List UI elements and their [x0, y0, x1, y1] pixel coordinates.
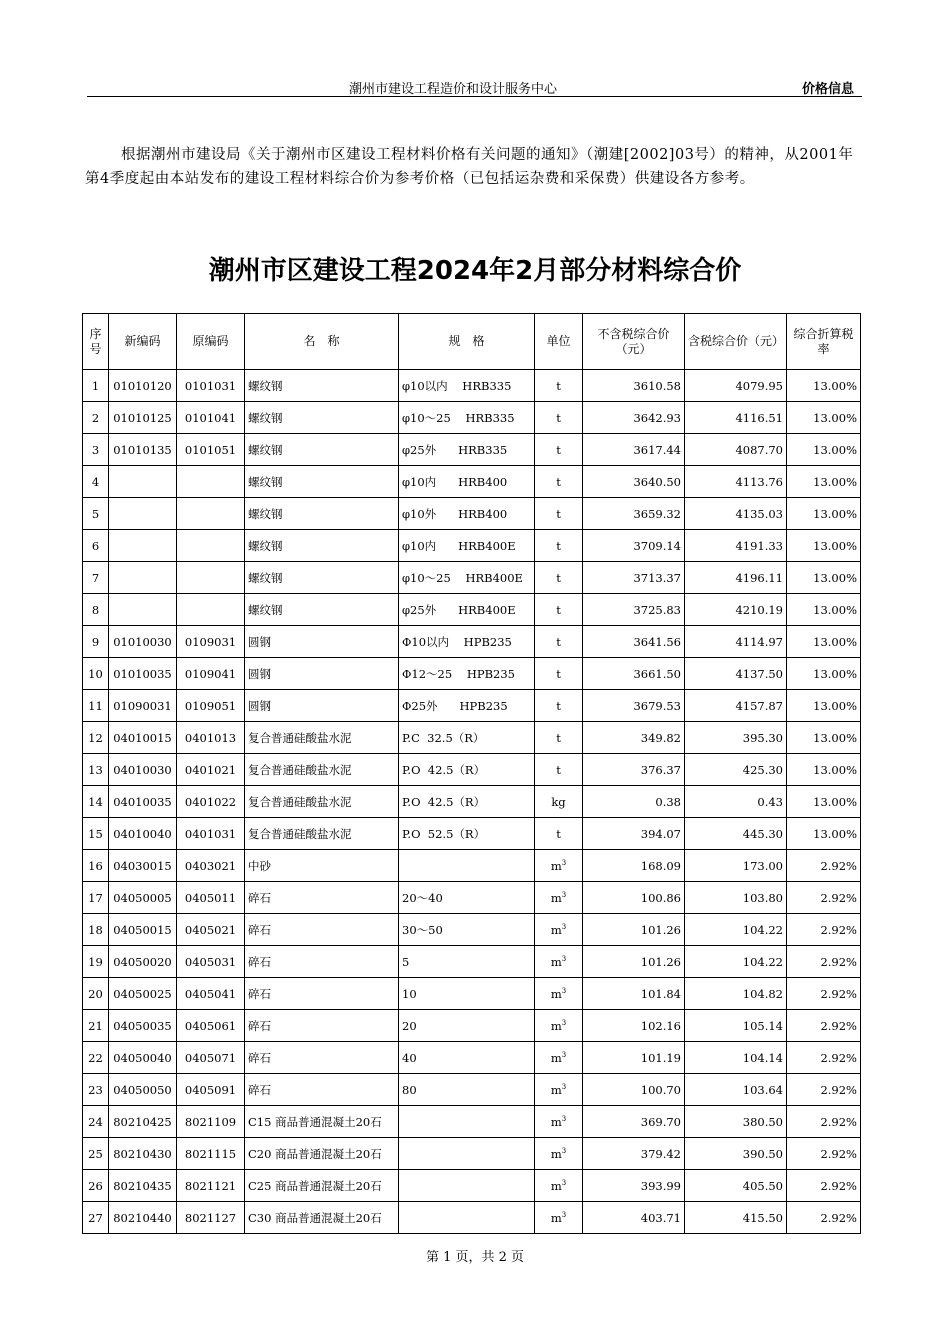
- material-name-cell: 螺纹钢: [245, 434, 399, 466]
- specification-cell: [399, 1202, 535, 1234]
- price-excl-tax-cell: 3641.56: [583, 626, 685, 658]
- row-index-cell: 3: [83, 434, 109, 466]
- table-row: [83, 818, 861, 850]
- table-row: [83, 434, 861, 466]
- table-row: [83, 754, 861, 786]
- material-name-cell: 圆钢: [245, 690, 399, 722]
- row-index-cell: 24: [83, 1106, 109, 1138]
- table-row: [83, 786, 861, 818]
- tax-rate-cell: 13.00%: [787, 466, 861, 498]
- unit-cell: $m^3$: [535, 1042, 583, 1074]
- specification-cell: [399, 1106, 535, 1138]
- price-excl-tax-cell: 3661.50: [583, 658, 685, 690]
- old-code-cell: [177, 498, 245, 530]
- col-index-header: 序号: [83, 314, 109, 370]
- specification-cell: 10: [399, 978, 535, 1010]
- col-price-excl-tax-header: 不含税综合价（元）: [583, 314, 685, 370]
- row-index-cell: 14: [83, 786, 109, 818]
- material-name-cell: C30 商品普通混凝土20石: [245, 1202, 399, 1234]
- table-row: [83, 722, 861, 754]
- tax-rate-cell: 2.92%: [787, 1106, 861, 1138]
- old-code-cell: [177, 562, 245, 594]
- tax-rate-cell: 2.92%: [787, 1170, 861, 1202]
- material-name-cell: 螺纹钢: [245, 562, 399, 594]
- new-code-cell: 04050040: [109, 1042, 177, 1074]
- price-incl-tax-cell: 425.30: [685, 754, 787, 786]
- price-incl-tax-cell: 4113.76: [685, 466, 787, 498]
- price-excl-tax-cell: 3725.83: [583, 594, 685, 626]
- price-excl-tax-cell: 101.84: [583, 978, 685, 1010]
- table-row: [83, 594, 861, 626]
- price-incl-tax-cell: 0.43: [685, 786, 787, 818]
- row-index-cell: 13: [83, 754, 109, 786]
- price-incl-tax-cell: 390.50: [685, 1138, 787, 1170]
- row-index-cell: 26: [83, 1170, 109, 1202]
- specification-cell: φ10以内 HRB335: [399, 370, 535, 402]
- new-code-cell: 04010035: [109, 786, 177, 818]
- header-organization: 潮州市建设工程造价和设计服务中心: [349, 82, 558, 97]
- material-name-cell: 螺纹钢: [245, 530, 399, 562]
- material-name-cell: 螺纹钢: [245, 466, 399, 498]
- specification-cell: 40: [399, 1042, 535, 1074]
- price-excl-tax-cell: 349.82: [583, 722, 685, 754]
- specification-cell: P.O 42.5（R）: [399, 786, 535, 818]
- material-name-cell: C15 商品普通混凝土20石: [245, 1106, 399, 1138]
- material-name-cell: 螺纹钢: [245, 370, 399, 402]
- old-code-cell: 8021109: [177, 1106, 245, 1138]
- specification-cell: P.C 32.5（R）: [399, 722, 535, 754]
- col-new-code-header: 新编码: [109, 314, 177, 370]
- tax-rate-cell: 13.00%: [787, 658, 861, 690]
- unit-cell: $m^3$: [535, 1074, 583, 1106]
- unit-cell: $m^3$: [535, 1010, 583, 1042]
- new-code-cell: [109, 466, 177, 498]
- price-excl-tax-cell: 100.70: [583, 1074, 685, 1106]
- tax-rate-cell: 2.92%: [787, 850, 861, 882]
- old-code-cell: 0401021: [177, 754, 245, 786]
- tax-rate-cell: 13.00%: [787, 626, 861, 658]
- col-price-incl-tax-header: 含税综合价（元）: [685, 314, 787, 370]
- row-index-cell: 5: [83, 498, 109, 530]
- unit-cell: $m^3$: [535, 1170, 583, 1202]
- specification-cell: 20～40: [399, 882, 535, 914]
- new-code-cell: 80210430: [109, 1138, 177, 1170]
- specification-cell: φ10～25 HRB335: [399, 402, 535, 434]
- material-name-cell: 螺纹钢: [245, 402, 399, 434]
- material-name-cell: 碎石: [245, 946, 399, 978]
- new-code-cell: 04050035: [109, 1010, 177, 1042]
- unit-cell: t: [535, 498, 583, 530]
- material-name-cell: 复合普通硅酸盐水泥: [245, 786, 399, 818]
- row-index-cell: 25: [83, 1138, 109, 1170]
- price-excl-tax-cell: 3617.44: [583, 434, 685, 466]
- old-code-cell: 0401031: [177, 818, 245, 850]
- row-index-cell: 4: [83, 466, 109, 498]
- price-incl-tax-cell: 4087.70: [685, 434, 787, 466]
- material-name-cell: 圆钢: [245, 626, 399, 658]
- price-incl-tax-cell: 4137.50: [685, 658, 787, 690]
- specification-cell: 30～50: [399, 914, 535, 946]
- price-incl-tax-cell: 173.00: [685, 850, 787, 882]
- header-section-label: 价格信息: [801, 82, 854, 97]
- material-name-cell: 复合普通硅酸盐水泥: [245, 722, 399, 754]
- price-incl-tax-cell: 395.30: [685, 722, 787, 754]
- document-title: 潮州市区建设工程2024年2月部分材料综合价: [208, 256, 742, 286]
- unit-cell: $m^3$: [535, 946, 583, 978]
- new-code-cell: 80210435: [109, 1170, 177, 1202]
- old-code-cell: 0405071: [177, 1042, 245, 1074]
- unit-cell: t: [535, 402, 583, 434]
- price-excl-tax-cell: 403.71: [583, 1202, 685, 1234]
- new-code-cell: [109, 594, 177, 626]
- unit-cell: t: [535, 594, 583, 626]
- unit-cell: t: [535, 562, 583, 594]
- unit-cell: t: [535, 530, 583, 562]
- price-incl-tax-cell: 4157.87: [685, 690, 787, 722]
- table-header-row: [83, 314, 861, 370]
- price-excl-tax-cell: 379.42: [583, 1138, 685, 1170]
- tax-rate-cell: 2.92%: [787, 1138, 861, 1170]
- tax-rate-cell: 13.00%: [787, 722, 861, 754]
- row-index-cell: 6: [83, 530, 109, 562]
- specification-cell: φ25外 HRB335: [399, 434, 535, 466]
- table-row: [83, 370, 861, 402]
- row-index-cell: 8: [83, 594, 109, 626]
- price-excl-tax-cell: 168.09: [583, 850, 685, 882]
- row-index-cell: 2: [83, 402, 109, 434]
- table-row: [83, 1202, 861, 1234]
- unit-cell: t: [535, 818, 583, 850]
- new-code-cell: 01010030: [109, 626, 177, 658]
- new-code-cell: 01090031: [109, 690, 177, 722]
- table-row: [83, 402, 861, 434]
- unit-cell: t: [535, 434, 583, 466]
- table-row: [83, 690, 861, 722]
- unit-cell: $m^3$: [535, 1202, 583, 1234]
- table-row: [83, 530, 861, 562]
- table-row: [83, 1042, 861, 1074]
- material-name-cell: C20 商品普通混凝土20石: [245, 1138, 399, 1170]
- price-excl-tax-cell: 3642.93: [583, 402, 685, 434]
- tax-rate-cell: 2.92%: [787, 946, 861, 978]
- unit-cell: $m^3$: [535, 914, 583, 946]
- tax-rate-cell: 2.92%: [787, 1074, 861, 1106]
- material-name-cell: 碎石: [245, 882, 399, 914]
- material-name-cell: 中砂: [245, 850, 399, 882]
- row-index-cell: 22: [83, 1042, 109, 1074]
- row-index-cell: 10: [83, 658, 109, 690]
- tax-rate-cell: 2.92%: [787, 1042, 861, 1074]
- price-incl-tax-cell: 104.22: [685, 914, 787, 946]
- new-code-cell: 04030015: [109, 850, 177, 882]
- old-code-cell: 0109051: [177, 690, 245, 722]
- new-code-cell: [109, 530, 177, 562]
- col-old-code-header: 原编码: [177, 314, 245, 370]
- page-footer: 第 1 页，共 2 页: [425, 1250, 525, 1265]
- specification-cell: 20: [399, 1010, 535, 1042]
- row-index-cell: 21: [83, 1010, 109, 1042]
- new-code-cell: 04010030: [109, 754, 177, 786]
- unit-cell: t: [535, 370, 583, 402]
- table-row: [83, 498, 861, 530]
- old-code-cell: 0401013: [177, 722, 245, 754]
- table-row: [83, 466, 861, 498]
- material-name-cell: 碎石: [245, 1042, 399, 1074]
- specification-cell: φ10内 HRB400E: [399, 530, 535, 562]
- price-excl-tax-cell: 101.26: [583, 946, 685, 978]
- old-code-cell: [177, 530, 245, 562]
- row-index-cell: 23: [83, 1074, 109, 1106]
- row-index-cell: 7: [83, 562, 109, 594]
- price-incl-tax-cell: 4135.03: [685, 498, 787, 530]
- unit-cell: t: [535, 690, 583, 722]
- specification-cell: Φ10以内 HPB235: [399, 626, 535, 658]
- price-incl-tax-cell: 415.50: [685, 1202, 787, 1234]
- intro-paragraph: 根据潮州市建设局《关于潮州市区建设工程材料价格有关问题的通知》（潮建[2002]03号）的精神，从2001年第4季度起由本站发布的建设工程材料综合价为参考价格（已包括运杂费和采保费）供建设各方参考。: [85, 147, 854, 187]
- new-code-cell: 04050015: [109, 914, 177, 946]
- table-row: [83, 1106, 861, 1138]
- price-incl-tax-cell: 103.80: [685, 882, 787, 914]
- row-index-cell: 12: [83, 722, 109, 754]
- material-name-cell: 碎石: [245, 978, 399, 1010]
- specification-cell: [399, 850, 535, 882]
- price-incl-tax-cell: 4079.95: [685, 370, 787, 402]
- new-code-cell: [109, 562, 177, 594]
- price-incl-tax-cell: 4116.51: [685, 402, 787, 434]
- unit-cell: t: [535, 754, 583, 786]
- unit-cell: $m^3$: [535, 850, 583, 882]
- new-code-cell: 01010125: [109, 402, 177, 434]
- tax-rate-cell: 2.92%: [787, 914, 861, 946]
- specification-cell: P.O 42.5（R）: [399, 754, 535, 786]
- row-index-cell: 20: [83, 978, 109, 1010]
- new-code-cell: 04050020: [109, 946, 177, 978]
- table-row: [83, 1170, 861, 1202]
- table-row: [83, 914, 861, 946]
- table-row: [83, 946, 861, 978]
- old-code-cell: 0405011: [177, 882, 245, 914]
- row-index-cell: 16: [83, 850, 109, 882]
- unit-cell: $m^3$: [535, 1138, 583, 1170]
- new-code-cell: 04010040: [109, 818, 177, 850]
- price-incl-tax-cell: 104.22: [685, 946, 787, 978]
- price-excl-tax-cell: 3640.50: [583, 466, 685, 498]
- specification-cell: Φ25外 HPB235: [399, 690, 535, 722]
- new-code-cell: 04050005: [109, 882, 177, 914]
- old-code-cell: 0405061: [177, 1010, 245, 1042]
- unit-cell: $m^3$: [535, 1106, 583, 1138]
- old-code-cell: 8021127: [177, 1202, 245, 1234]
- tax-rate-cell: 13.00%: [787, 754, 861, 786]
- row-index-cell: 18: [83, 914, 109, 946]
- price-excl-tax-cell: 101.26: [583, 914, 685, 946]
- row-index-cell: 11: [83, 690, 109, 722]
- unit-cell: $m^3$: [535, 882, 583, 914]
- old-code-cell: 0403021: [177, 850, 245, 882]
- row-index-cell: 15: [83, 818, 109, 850]
- material-name-cell: 复合普通硅酸盐水泥: [245, 754, 399, 786]
- table-row: [83, 882, 861, 914]
- price-incl-tax-cell: 4114.97: [685, 626, 787, 658]
- specification-cell: φ10外 HRB400: [399, 498, 535, 530]
- table-row: [83, 562, 861, 594]
- tax-rate-cell: 2.92%: [787, 978, 861, 1010]
- specification-cell: [399, 1170, 535, 1202]
- unit-cell: kg: [535, 786, 583, 818]
- row-index-cell: 19: [83, 946, 109, 978]
- specification-cell: [399, 1138, 535, 1170]
- new-code-cell: 80210425: [109, 1106, 177, 1138]
- material-name-cell: 碎石: [245, 1010, 399, 1042]
- material-name-cell: 复合普通硅酸盐水泥: [245, 818, 399, 850]
- page-header: [87, 76, 862, 97]
- unit-cell: t: [535, 626, 583, 658]
- tax-rate-cell: 13.00%: [787, 434, 861, 466]
- price-incl-tax-cell: 4191.33: [685, 530, 787, 562]
- price-incl-tax-cell: 380.50: [685, 1106, 787, 1138]
- old-code-cell: 0101031: [177, 370, 245, 402]
- col-unit-header: 单位: [535, 314, 583, 370]
- old-code-cell: 8021121: [177, 1170, 245, 1202]
- tax-rate-cell: 13.00%: [787, 402, 861, 434]
- new-code-cell: 01010035: [109, 658, 177, 690]
- material-name-cell: 螺纹钢: [245, 594, 399, 626]
- row-index-cell: 27: [83, 1202, 109, 1234]
- specification-cell: 5: [399, 946, 535, 978]
- tax-rate-cell: 13.00%: [787, 818, 861, 850]
- table-row: [83, 978, 861, 1010]
- price-excl-tax-cell: 0.38: [583, 786, 685, 818]
- table-row: [83, 850, 861, 882]
- new-code-cell: 04050050: [109, 1074, 177, 1106]
- price-excl-tax-cell: 3713.37: [583, 562, 685, 594]
- new-code-cell: 01010135: [109, 434, 177, 466]
- old-code-cell: 0401022: [177, 786, 245, 818]
- specification-cell: Φ12～25 HPB235: [399, 658, 535, 690]
- price-table: [82, 313, 861, 1234]
- price-incl-tax-cell: 105.14: [685, 1010, 787, 1042]
- price-incl-tax-cell: 405.50: [685, 1170, 787, 1202]
- price-excl-tax-cell: 394.07: [583, 818, 685, 850]
- price-excl-tax-cell: 376.37: [583, 754, 685, 786]
- price-incl-tax-cell: 103.64: [685, 1074, 787, 1106]
- old-code-cell: [177, 594, 245, 626]
- specification-cell: φ10～25 HRB400E: [399, 562, 535, 594]
- tax-rate-cell: 13.00%: [787, 498, 861, 530]
- table-row: [83, 1074, 861, 1106]
- old-code-cell: 0405031: [177, 946, 245, 978]
- row-index-cell: 17: [83, 882, 109, 914]
- tax-rate-cell: 2.92%: [787, 1202, 861, 1234]
- specification-cell: φ25外 HRB400E: [399, 594, 535, 626]
- unit-cell: t: [535, 722, 583, 754]
- material-name-cell: 圆钢: [245, 658, 399, 690]
- old-code-cell: 0101051: [177, 434, 245, 466]
- tax-rate-cell: 13.00%: [787, 370, 861, 402]
- price-incl-tax-cell: 445.30: [685, 818, 787, 850]
- material-name-cell: 碎石: [245, 914, 399, 946]
- new-code-cell: 04050025: [109, 978, 177, 1010]
- price-excl-tax-cell: 3709.14: [583, 530, 685, 562]
- material-name-cell: 碎石: [245, 1074, 399, 1106]
- price-excl-tax-cell: 100.86: [583, 882, 685, 914]
- price-incl-tax-cell: 4196.11: [685, 562, 787, 594]
- table-row: [83, 658, 861, 690]
- unit-cell: t: [535, 466, 583, 498]
- old-code-cell: 0405041: [177, 978, 245, 1010]
- specification-cell: 80: [399, 1074, 535, 1106]
- old-code-cell: 0109031: [177, 626, 245, 658]
- tax-rate-cell: 2.92%: [787, 1010, 861, 1042]
- tax-rate-cell: 13.00%: [787, 594, 861, 626]
- new-code-cell: 01010120: [109, 370, 177, 402]
- tax-rate-cell: 13.00%: [787, 562, 861, 594]
- old-code-cell: 0405091: [177, 1074, 245, 1106]
- tax-rate-cell: 13.00%: [787, 786, 861, 818]
- old-code-cell: 0109041: [177, 658, 245, 690]
- price-incl-tax-cell: 4210.19: [685, 594, 787, 626]
- table-row: [83, 1138, 861, 1170]
- price-excl-tax-cell: 3610.58: [583, 370, 685, 402]
- old-code-cell: 8021115: [177, 1138, 245, 1170]
- tax-rate-cell: 13.00%: [787, 690, 861, 722]
- unit-cell: t: [535, 658, 583, 690]
- row-index-cell: 9: [83, 626, 109, 658]
- specification-cell: P.O 52.5（R）: [399, 818, 535, 850]
- table-row: [83, 1010, 861, 1042]
- old-code-cell: 0101041: [177, 402, 245, 434]
- new-code-cell: [109, 498, 177, 530]
- price-excl-tax-cell: 369.70: [583, 1106, 685, 1138]
- material-name-cell: 螺纹钢: [245, 498, 399, 530]
- col-name-header: 名 称: [245, 314, 399, 370]
- price-incl-tax-cell: 104.82: [685, 978, 787, 1010]
- tax-rate-cell: 13.00%: [787, 530, 861, 562]
- price-excl-tax-cell: 3659.32: [583, 498, 685, 530]
- price-excl-tax-cell: 393.99: [583, 1170, 685, 1202]
- unit-cell: $m^3$: [535, 978, 583, 1010]
- price-excl-tax-cell: 101.19: [583, 1042, 685, 1074]
- new-code-cell: 04010015: [109, 722, 177, 754]
- col-spec-header: 规 格: [399, 314, 535, 370]
- price-incl-tax-cell: 104.14: [685, 1042, 787, 1074]
- price-excl-tax-cell: 102.16: [583, 1010, 685, 1042]
- row-index-cell: 1: [83, 370, 109, 402]
- table-row: [83, 626, 861, 658]
- price-excl-tax-cell: 3679.53: [583, 690, 685, 722]
- old-code-cell: 0405021: [177, 914, 245, 946]
- col-tax-rate-header: 综合折算税率: [787, 314, 861, 370]
- new-code-cell: 80210440: [109, 1202, 177, 1234]
- material-name-cell: C25 商品普通混凝土20石: [245, 1170, 399, 1202]
- tax-rate-cell: 2.92%: [787, 882, 861, 914]
- old-code-cell: [177, 466, 245, 498]
- specification-cell: φ10内 HRB400: [399, 466, 535, 498]
